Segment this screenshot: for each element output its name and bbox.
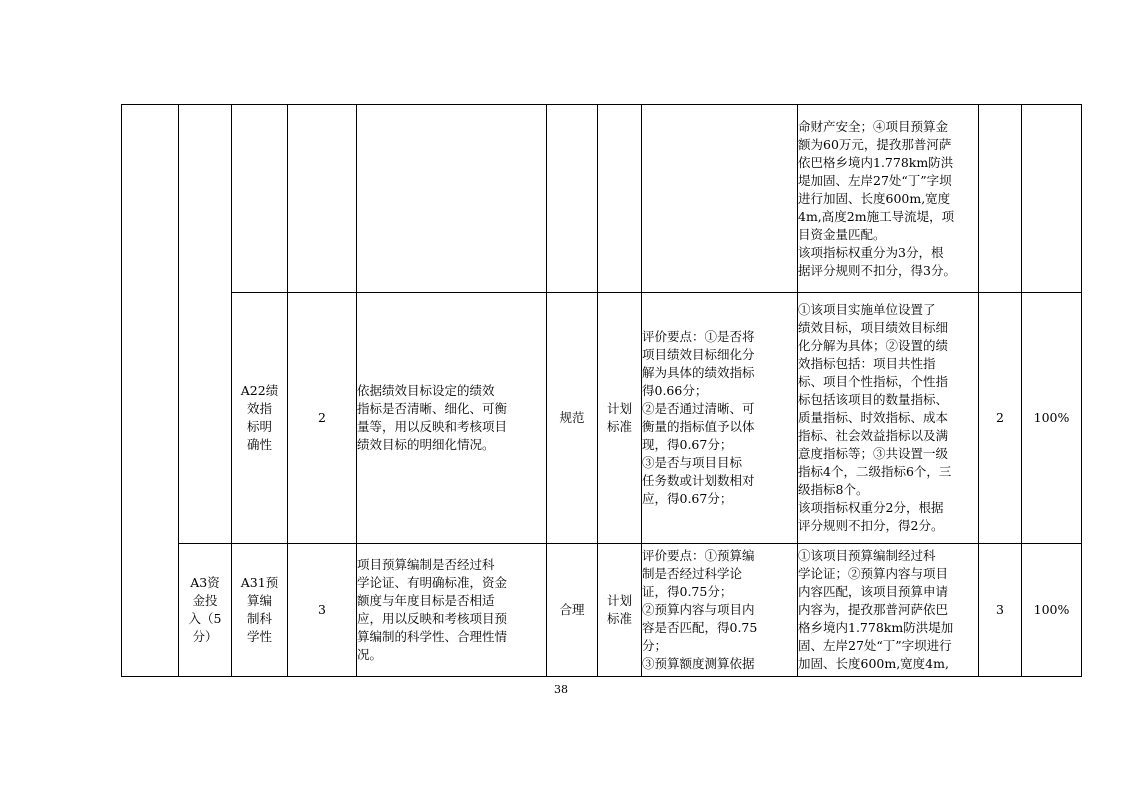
- evidence-cell: 命财产安全；④项目预算金 额为60万元，提孜那普河萨 依巴格乡境内1.778km防洪 堤加固、左岸27处“丁”字坝 进行加固、长度600m,宽度 4m,高度2m施工导流堤，项 目资金量匹配。 该项指标权重分为3分，根 据评分规则不扣分，得3分。: [798, 105, 979, 293]
- indicator-name: A22绩 效指 标明 确性: [232, 293, 288, 544]
- level2-indicator-cell: [179, 105, 232, 544]
- indicator-description: 依据绩效目标设定的绩效 指标是否清晰、细化、可衡 量等，用以反映和考核项目 绩效目标的明细化情况。: [357, 293, 547, 544]
- basis-cell: [598, 105, 642, 293]
- description-cell: [357, 105, 547, 293]
- table-row: [122, 105, 1082, 293]
- indicator-category: A3资 金投 入（5 分）: [179, 544, 232, 677]
- evaluation-criteria: 评价要点：①是否将 项目绩效目标细化分 解为具体的绩效指标 得0.66分； ②是否通过清晰、可 衡量的指标值予以体 现，得0.67分； ③是否与项目目标 任务数或计划数相对 应，得0.67分；: [642, 293, 798, 544]
- evaluation-basis: 计划 标准: [598, 293, 642, 544]
- table-row: [122, 293, 1082, 544]
- indicator-name: A31预 算编 制科 学性: [232, 544, 288, 677]
- type-cell: [547, 105, 598, 293]
- indicator-type: 规范: [547, 293, 598, 544]
- evaluation-evidence: ①该项目预算编制经过科 学论证；②预算内容与项目 内容匹配，该项目预算申请 内容为，提孜那普河萨依巴 格乡境内1.778km防洪堤加 固、左岸27处“丁”字坝进行 加固、长度600m,宽度4m,: [798, 544, 979, 677]
- evaluation-evidence: ①该项目实施单位设置了 绩效目标，项目绩效目标细 化分解为具体；②设置的绩 效指标包括：项目共性指 标、项目个性指标，个性指 标包括该项目的数量指标、 质量指标、时效指标、成本 指标、社会效益指标以及满 意度指标等；③共设置一级 指标4个，二级指标6个，三 级指标8个。 该项指标权重分2分，根据 评分规则不扣分，得2分。: [798, 293, 979, 544]
- score-cell: [979, 105, 1022, 293]
- weight-value: 2: [288, 293, 357, 544]
- score-rate: 100%: [1022, 293, 1082, 544]
- indicator-type: 合理: [547, 544, 598, 677]
- rate-cell: [1022, 105, 1082, 293]
- evaluation-criteria: 评价要点：①预算编 制是否经过科学论 证，得0.75分； ②预算内容与项目内 容是否匹配，得0.75 分； ③预算额度测算依据: [642, 544, 798, 677]
- level1-indicator-cell: [122, 105, 179, 677]
- level3-indicator-cell: [232, 105, 288, 293]
- criteria-cell: [642, 105, 798, 293]
- evaluation-basis: 计划 标准: [598, 544, 642, 677]
- table-row: [122, 544, 1082, 677]
- evaluation-table: [121, 104, 1082, 677]
- score-value: 3: [979, 544, 1022, 677]
- page-number: 38: [554, 683, 568, 696]
- score-value: 2: [979, 293, 1022, 544]
- indicator-description: 项目预算编制是否经过科 学论证、有明确标准，资金 额度与年度目标是否相适 应，用以反映和考核项目预 算编制的科学性、合理性情 况。: [357, 544, 547, 677]
- weight-cell: [288, 105, 357, 293]
- score-rate: 100%: [1022, 544, 1082, 677]
- weight-value: 3: [288, 544, 357, 677]
